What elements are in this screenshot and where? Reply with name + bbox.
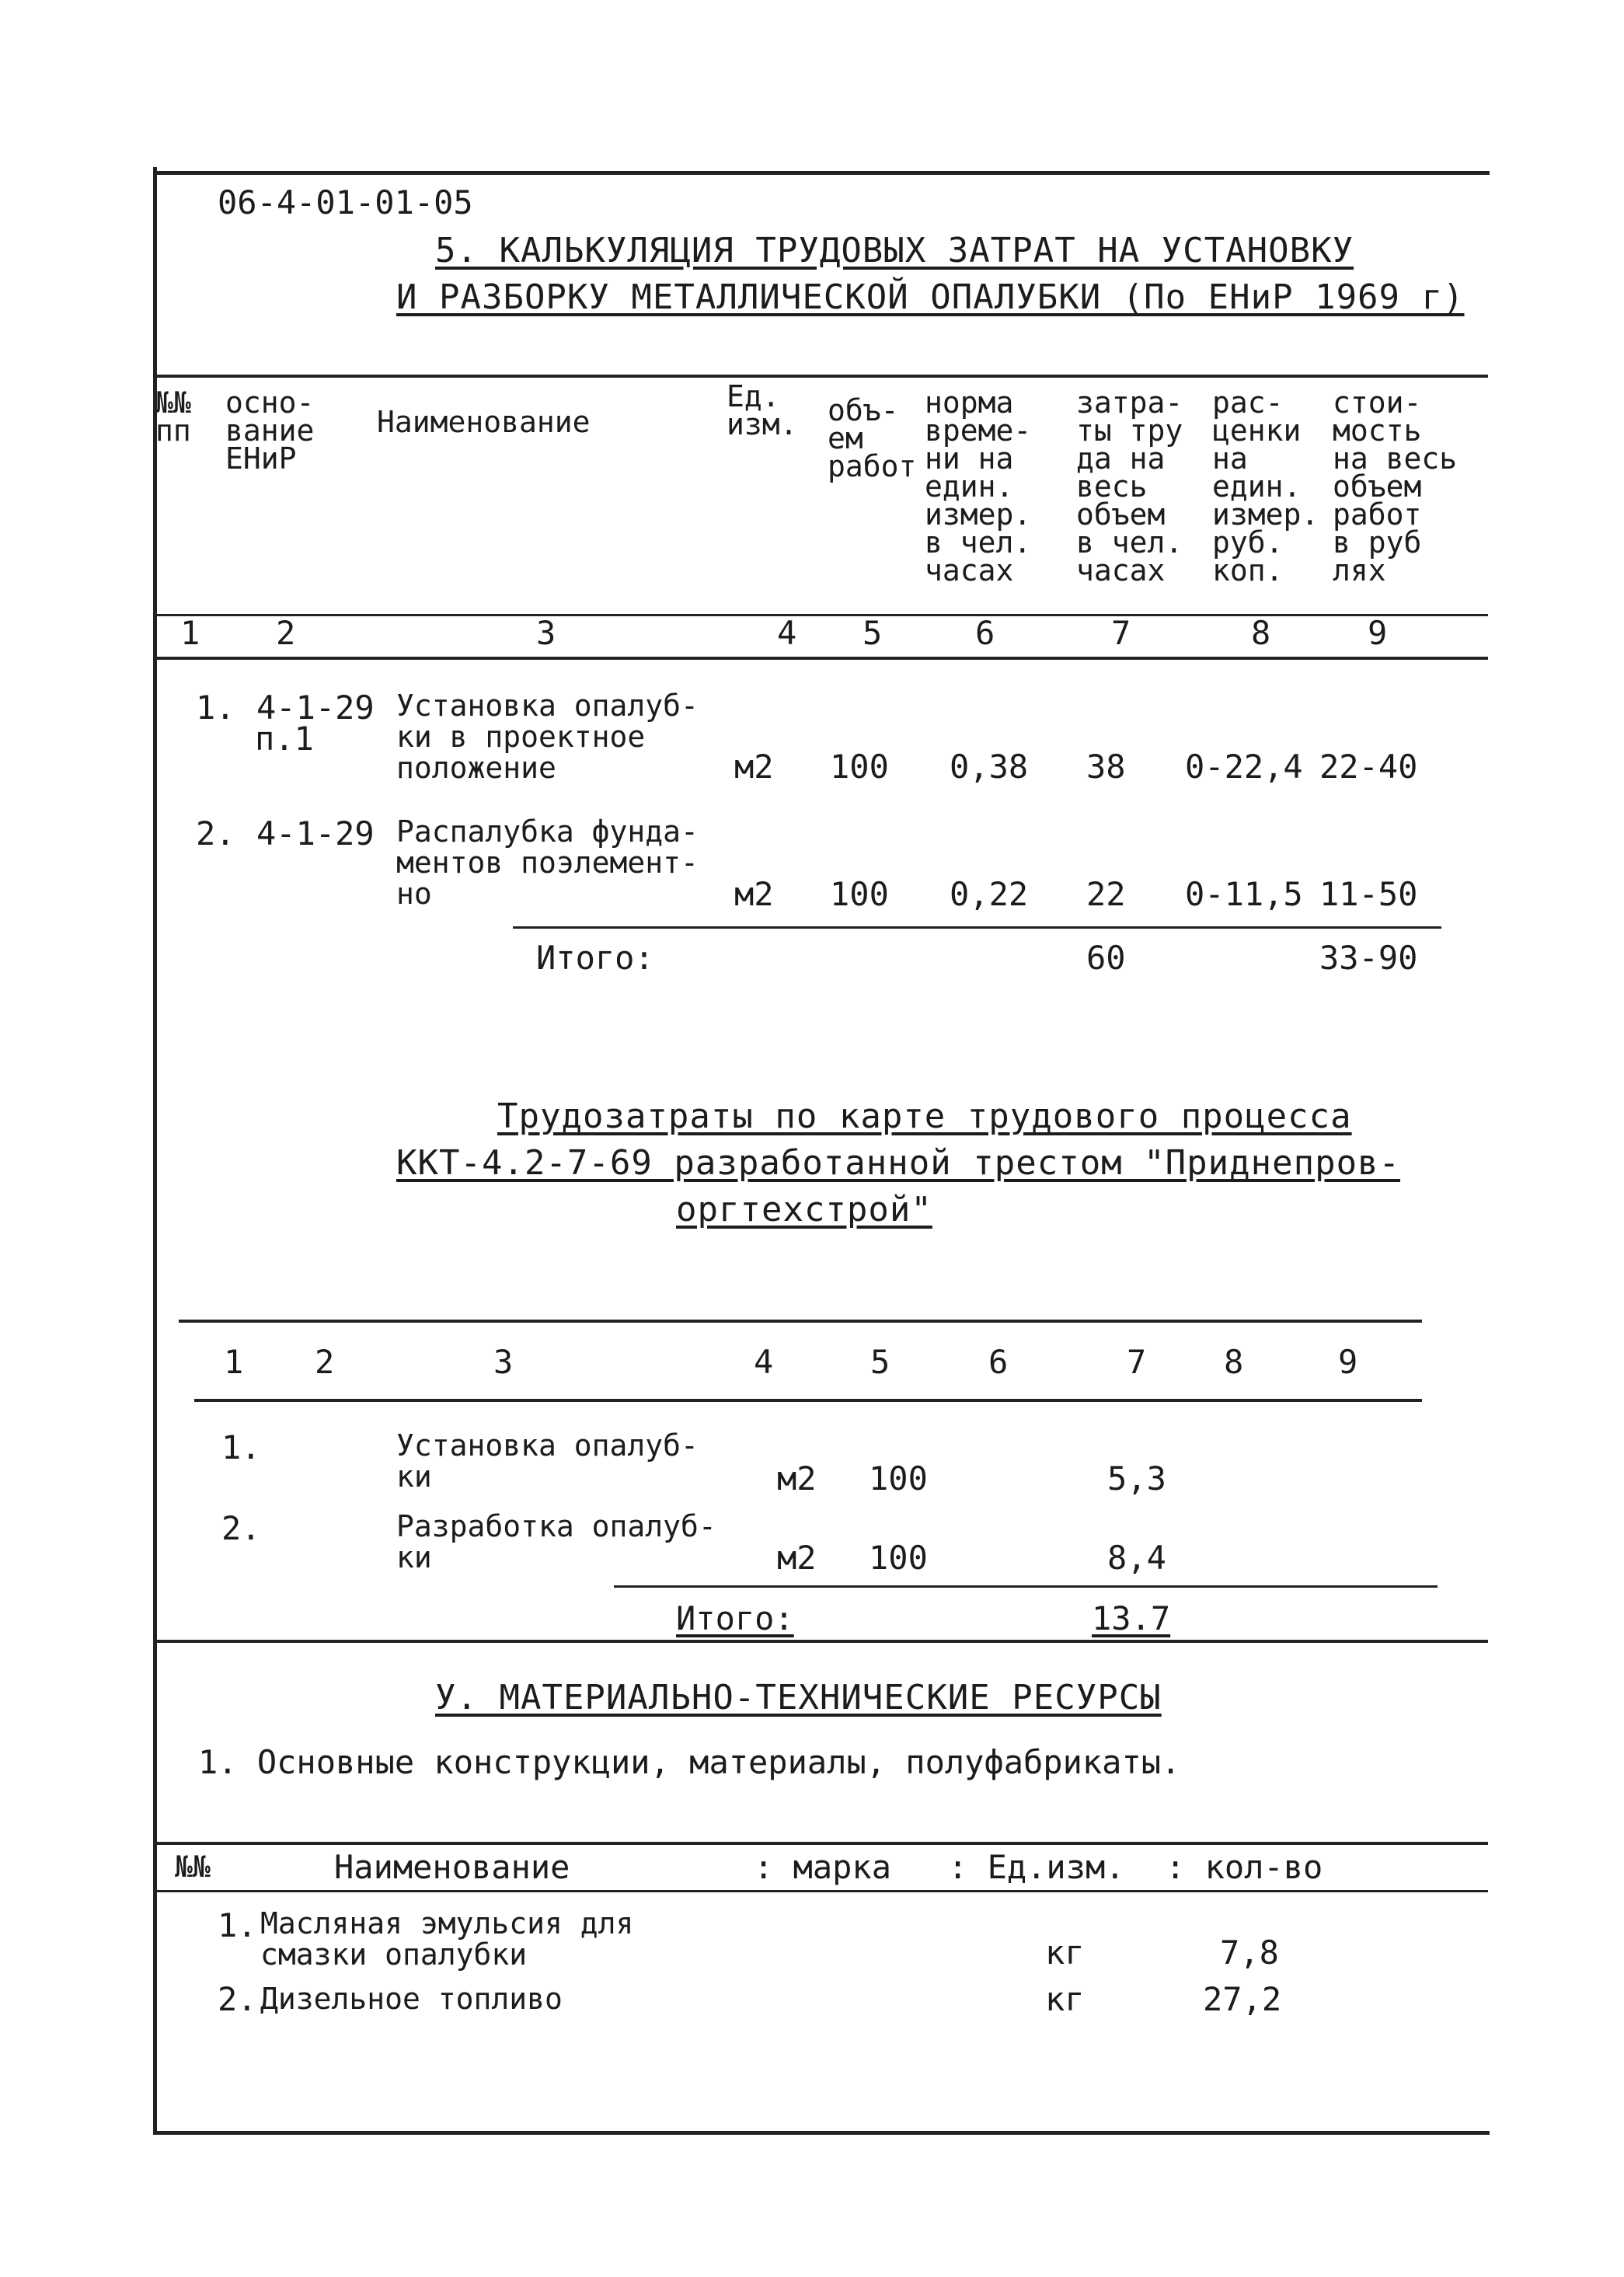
row-norm: 0,38 (950, 748, 1029, 786)
row-volume: 100 (869, 1539, 928, 1577)
header-col8-line3: на (1212, 441, 1248, 476)
row-name-line2: ментов поэлемент- (396, 846, 699, 880)
row-name (396, 816, 699, 909)
section5-title-line2: И РАЗБОРКУ МЕТАЛЛИЧЕСКОЙ ОПАЛУБКИ (По ЕНиР 1969 г) (396, 277, 1465, 317)
header-col9 (1333, 385, 1458, 588)
row-qty: 27,2 (1203, 1980, 1282, 2018)
total-labor: 60 (1086, 939, 1126, 977)
section5-title-line1: 5. КАЛЬКУЛЯЦИЯ ТРУДОВЫХ ЗАТРАТ НА УСТАНОВКУ (435, 231, 1354, 270)
resources-title: У. МАТЕРИАЛЬНО-ТЕХНИЧЕСКИЕ РЕСУРСЫ (435, 1678, 1162, 1717)
colnum-3: 3 (536, 614, 556, 652)
row-name-line2: смазки опалубки (260, 1937, 528, 1972)
total-labor: 13.7 (1092, 1599, 1171, 1637)
header-col6-line3: ни на (925, 441, 1014, 476)
header-col1-line2: пп (155, 413, 191, 448)
card-title-line3: оргтехстрой" (676, 1190, 932, 1229)
header-col5-line3: работ (828, 449, 917, 483)
row-norm: 0,22 (950, 875, 1029, 913)
header-col8-line2: ценки (1212, 413, 1302, 448)
header-col6-line7: часах (925, 553, 1014, 588)
header-col7-line7: часах (1076, 553, 1166, 588)
colnum-9: 9 (1338, 1343, 1358, 1381)
row-number: 1. (218, 1906, 257, 1944)
colnum-1: 1 (224, 1343, 244, 1381)
row-unit: м2 (734, 875, 774, 913)
header-col4-line1: Ед. (727, 379, 780, 413)
row-rate: 0-22,4 (1185, 748, 1303, 786)
row-name (260, 1908, 633, 1970)
row-name (396, 690, 699, 783)
table2-bottom-rule (155, 1640, 1488, 1643)
header-name: Наименование (334, 1848, 570, 1886)
card-title-line2: ККТ-4.2-7-69 разработанной трестом "Приднепров- (396, 1143, 1401, 1183)
header-col9-line1: стои- (1333, 385, 1422, 420)
row-unit: кг (1045, 1934, 1085, 1972)
colnum-3: 3 (493, 1343, 514, 1381)
header-col6-line5: измер. (925, 497, 1032, 532)
table2-total-rule (614, 1585, 1438, 1588)
header-col7-line3: да на (1076, 441, 1166, 476)
header-col6-line2: време- (925, 413, 1032, 448)
row-unit: м2 (777, 1539, 817, 1577)
row-number: 2. (218, 1980, 257, 2018)
row-qty: 7,8 (1220, 1934, 1279, 1972)
table2-colnum-rule (194, 1399, 1422, 1402)
colnum-7: 7 (1111, 614, 1131, 652)
row-basis-line2: п.1 (255, 720, 314, 758)
colnum-1: 1 (180, 614, 200, 652)
frame-left-border (153, 167, 157, 2133)
colnum-9: 9 (1368, 614, 1388, 652)
colnum-6: 6 (988, 1343, 1009, 1381)
total-cost: 33-90 (1319, 939, 1418, 977)
header-col2-line2: вание (225, 413, 315, 448)
row-name-line1: Разработка опалуб- (396, 1509, 716, 1543)
header-col8-line6: руб. (1212, 525, 1284, 560)
header-col2 (225, 385, 315, 476)
row-name-line1: Установка опалуб- (396, 1428, 699, 1463)
total-label: Итого: (676, 1599, 794, 1637)
header-col6-line6: в чел. (925, 525, 1032, 560)
row-rate: 0-11,5 (1185, 875, 1303, 913)
colnum-4: 4 (777, 614, 797, 652)
row-number: 2. (196, 814, 235, 853)
row-name-line3: положение (396, 751, 556, 785)
frame-top-border (153, 171, 1490, 175)
row-number: 2. (221, 1509, 261, 1547)
row-basis-line1: 4-1-29 (256, 814, 375, 853)
row-labor: 8,4 (1107, 1539, 1166, 1577)
header-col9-line7: лях (1333, 553, 1386, 588)
row-labor: 5,3 (1107, 1459, 1166, 1498)
table2-top-rule (179, 1320, 1422, 1323)
row-number: 1. (221, 1428, 261, 1466)
table1-colnum-rule (155, 657, 1488, 660)
header-col5 (828, 393, 917, 483)
header-col6 (925, 385, 1032, 588)
colnum-8: 8 (1224, 1343, 1244, 1381)
colnum-6: 6 (975, 614, 995, 652)
header-col3-line1: Наименование (377, 405, 591, 439)
colnum-4: 4 (754, 1343, 774, 1381)
row-cost: 11-50 (1319, 875, 1418, 913)
header-col9-line5: работ (1333, 497, 1422, 532)
row-unit: кг (1045, 1980, 1085, 2018)
colnum-2: 2 (276, 614, 296, 652)
row-name (260, 1983, 563, 2014)
header-col7-line1: затра- (1076, 385, 1183, 420)
row-unit: м2 (777, 1459, 817, 1498)
row-number: 1. (196, 689, 235, 727)
card-title-line1: Трудозатраты по карте трудового процесса (497, 1097, 1352, 1136)
header-col2-line3: ЕНиР (225, 441, 297, 476)
total-label: Итого: (536, 939, 654, 977)
header-col4-line2: изм. (727, 407, 798, 441)
row-cost: 22-40 (1319, 748, 1418, 786)
row-volume: 100 (830, 748, 889, 786)
row-basis-line1: 4-1-29 (256, 689, 375, 727)
document-code: 06-4-01-01-05 (218, 183, 473, 221)
header-col5-line2: ем (828, 421, 863, 455)
header-col3 (377, 405, 591, 439)
header-col7-line2: ты тру (1076, 413, 1183, 448)
header-num: №№ (175, 1850, 211, 1884)
frame-bottom-border (153, 2131, 1490, 2135)
header-col5-line1: объ- (828, 393, 899, 427)
header-col1-line1: №№ (155, 385, 191, 420)
resources-subtitle: 1. Основные конструкции, материалы, полуфабрикаты. (198, 1743, 1181, 1781)
table1-total-rule (513, 926, 1441, 929)
header-col9-line2: мость (1333, 413, 1422, 448)
row-name (396, 1430, 699, 1492)
header-col7-line6: в чел. (1076, 525, 1183, 560)
colnum-7: 7 (1127, 1343, 1147, 1381)
header-col8 (1212, 385, 1319, 588)
header-col9-line3: на весь (1333, 441, 1458, 476)
header-col6-line1: норма (925, 385, 1014, 420)
row-name-line2: ки (396, 1459, 432, 1494)
table1-top-rule (155, 375, 1488, 378)
row-unit: м2 (734, 748, 774, 786)
header-col7 (1076, 385, 1183, 588)
header-col8-line1: рас- (1212, 385, 1284, 420)
colnum-5: 5 (863, 614, 883, 652)
table1-header-rule (155, 614, 1488, 616)
colnum-5: 5 (870, 1343, 890, 1381)
header-unit: : Ед.изм. (948, 1848, 1125, 1886)
row-volume: 100 (869, 1459, 928, 1498)
table3-top-rule (155, 1842, 1488, 1845)
row-name-line2: ки (396, 1540, 432, 1574)
header-col8-line5: измер. (1212, 497, 1319, 532)
header-col7-line4: весь (1076, 469, 1148, 504)
header-col9-line6: в руб (1333, 525, 1422, 560)
header-col8-line4: един. (1212, 469, 1302, 504)
row-name-line2: ки в проектное (396, 720, 646, 754)
header-qty: : кол-во (1166, 1848, 1323, 1886)
row-name-line1: Масляная эмульсия для (260, 1906, 634, 1941)
row-name (396, 1511, 716, 1573)
header-col4 (727, 379, 798, 441)
row-name-line3: но (396, 877, 432, 911)
header-col9-line4: объем (1333, 469, 1422, 504)
header-col8-line7: коп. (1212, 553, 1284, 588)
row-labor: 38 (1086, 748, 1126, 786)
row-labor: 22 (1086, 875, 1126, 913)
header-col7-line5: объем (1076, 497, 1166, 532)
row-name-line1: Дизельное топливо (260, 1982, 563, 2016)
header-col2-line1: осно- (225, 385, 315, 420)
row-name-line1: Распалубка фунда- (396, 814, 699, 849)
row-volume: 100 (830, 875, 889, 913)
colnum-2: 2 (315, 1343, 335, 1381)
header-col1 (155, 385, 191, 448)
colnum-8: 8 (1251, 614, 1271, 652)
table3-header-rule (155, 1890, 1488, 1892)
header-col6-line4: един. (925, 469, 1014, 504)
header-mark: : марка (754, 1848, 892, 1886)
row-name-line1: Установка опалуб- (396, 689, 699, 723)
